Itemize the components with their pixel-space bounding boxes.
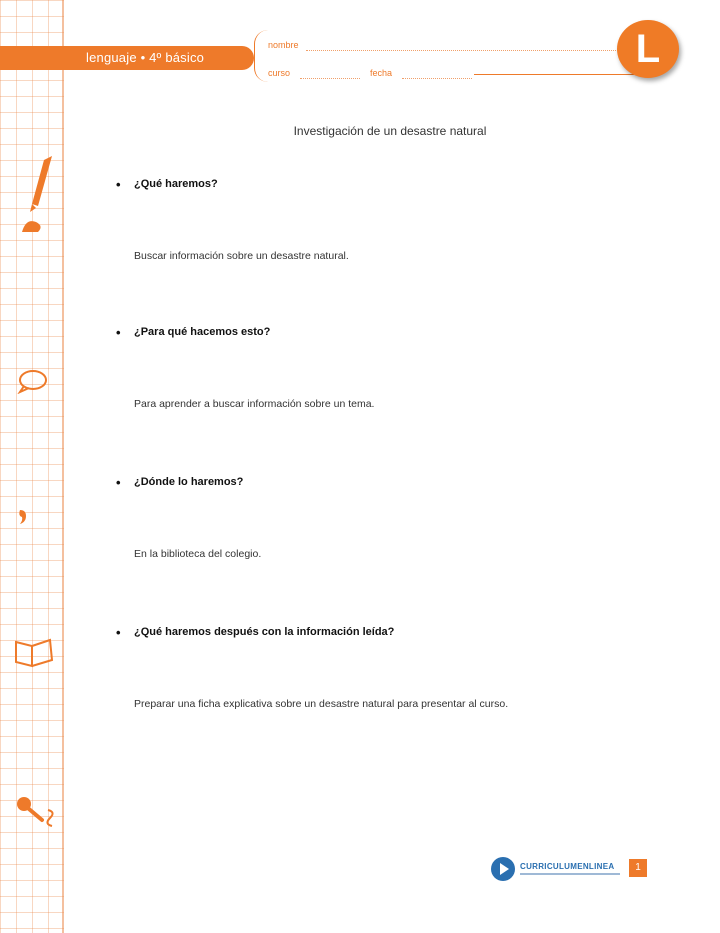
grid-edge: [62, 0, 64, 933]
comma-icon: [16, 508, 30, 526]
section-what: [112, 178, 672, 262]
question-text: • ¿Dónde lo haremos?: [112, 476, 672, 488]
publisher-logo-text: CURRICULUMENLINEA: [520, 862, 615, 871]
pencil-icon: [16, 152, 60, 238]
answer-text: Buscar información sobre un desastre natural.: [134, 250, 349, 262]
section-after: [112, 626, 672, 710]
subject-badge: L: [617, 20, 679, 78]
header-underline: [474, 74, 634, 75]
name-label: nombre: [268, 40, 299, 50]
logo-underline: [520, 873, 620, 875]
answer-text: Para aprender a buscar información sobre un tema.: [134, 398, 375, 410]
name-field[interactable]: [306, 50, 626, 51]
date-field[interactable]: [402, 78, 472, 79]
play-logo-icon: [490, 856, 516, 882]
student-info-fields: [254, 30, 644, 82]
section-where: [112, 476, 672, 560]
page-number: 1: [629, 859, 647, 877]
section-why: [112, 326, 672, 410]
microphone-icon: [14, 794, 58, 828]
open-book-icon: [12, 636, 56, 670]
question-text: • ¿Qué haremos después con la información leída?: [112, 626, 672, 638]
subject-label: lenguaje • 4º básico: [86, 50, 205, 65]
speech-bubble-icon: [16, 368, 50, 394]
date-label: fecha: [370, 68, 393, 78]
subject-banner: [0, 46, 254, 70]
page-title: Investigación de un desastre natural: [293, 124, 487, 138]
course-label: curso: [268, 68, 291, 78]
question-text: • ¿Para qué hacemos esto?: [112, 326, 672, 338]
fields-bracket: [254, 30, 269, 82]
course-field[interactable]: [300, 78, 360, 79]
question-text: • ¿Qué haremos?: [112, 178, 672, 190]
answer-text: Preparar una ficha explicativa sobre un desastre natural para presentar al curso.: [134, 698, 509, 710]
answer-text: En la biblioteca del colegio.: [134, 548, 262, 560]
